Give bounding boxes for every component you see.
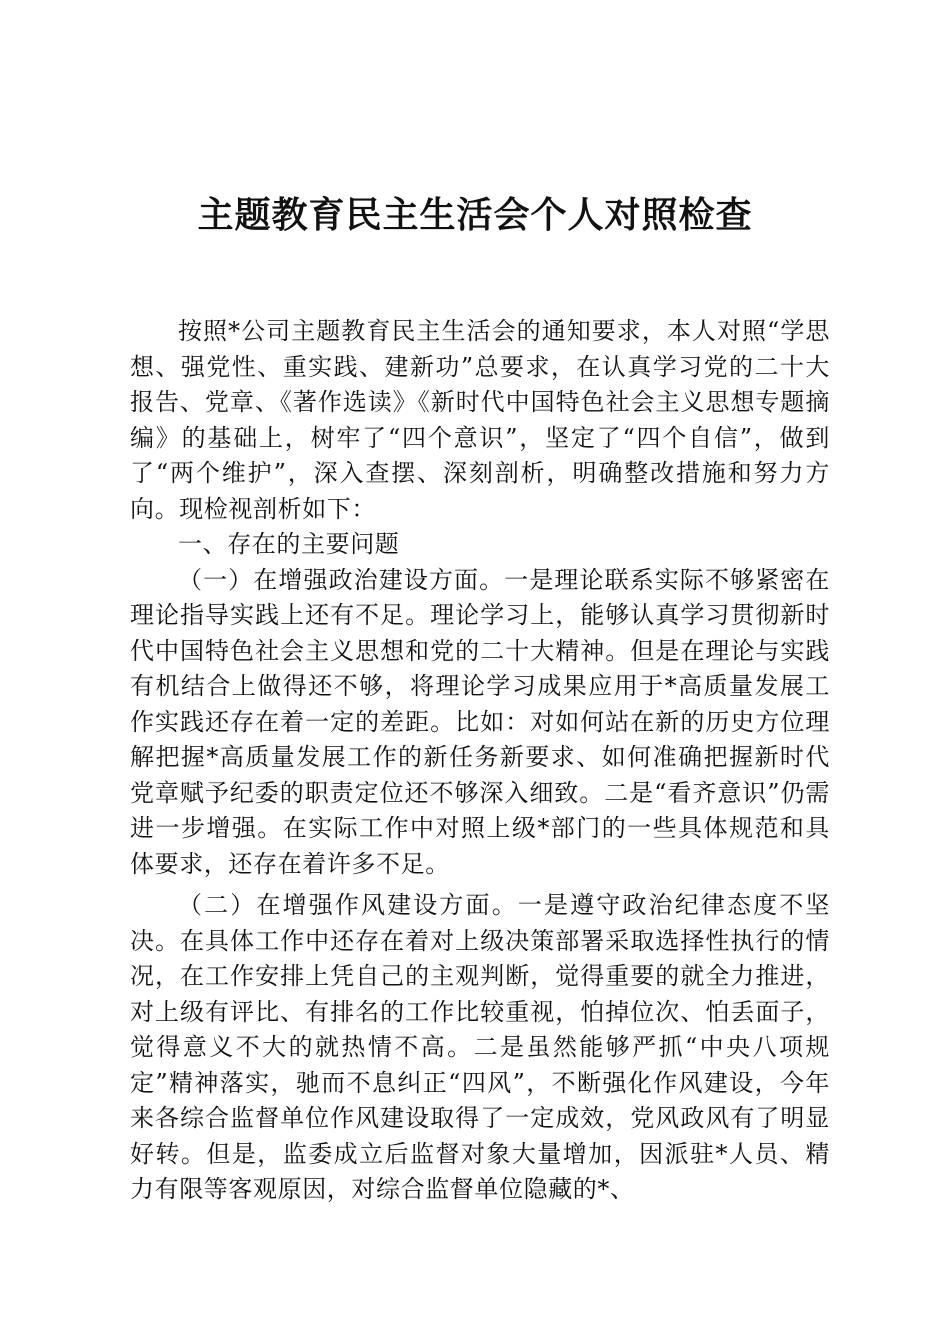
paragraph-style-building: （二）在增强作风建设方面。一是遵守政治纪律态度不坚决。在具体工作中还存在着对上级决策部署采取选择性执行的情况，在工作安排上凭自己的主观判断，觉得重要的就全力推进，对上级有评比、有排名的工作比较重视，怕掉位次、怕丢面子，觉得意义不大的就热情不高。二是虽然能够严抓“中央八项规定”精神落实，驰而不息纠正“四风”，不断强化作风建设，今年来各综合监督单位作风建设取得了一定成效，党风政风有了明显好转。但是，监委成立后监督对象大量增加，因派驻*人员、精力有限等客观原因，对综合监督单位隐藏的*、 xyxy=(130,891,830,1203)
paragraph-political-building: （一）在增强政治建设方面。一是理论联系实际不够紧密在理论指导实践上还有不足。理论学习上，能够认真学习贯彻新时代中国特色社会主义思想和党的二十大精神。但是在理论与实践有机结合上做得还不够，将理论学习成果应用于*高质量发展工作实践还存在着一定的差距。比如：对如何站在新的历史方位理解把握*高质量发展工作的新任务新要求、如何准确把握新时代党章赋予纪委的职责定位还不够深入细致。二是“看齐意识”仍需进一步增强。在实际工作中对照上级*部门的一些具体规范和具体要求，还存在着许多不足。 xyxy=(130,565,830,878)
section-heading: 一、存在的主要问题 xyxy=(178,530,400,558)
document-title: 主题教育民主生活会个人对照检查 xyxy=(197,194,753,236)
intro-paragraph: 按照*公司主题教育民主生活会的通知要求，本人对照“学思想、强党性、重实践、建新功”总要求，在认真学习党的二十大报告、党章、《著作选读》《新时代中国特色社会主义思想专题摘编》的基础上，树牢了“四个意识”，坚定了“四个自信”，做到了“两个维护”，深入查摆、深刻剖析，明确整改措施和努力方向。现检视剖析如下： xyxy=(130,317,830,523)
document-body xyxy=(130,314,830,1208)
